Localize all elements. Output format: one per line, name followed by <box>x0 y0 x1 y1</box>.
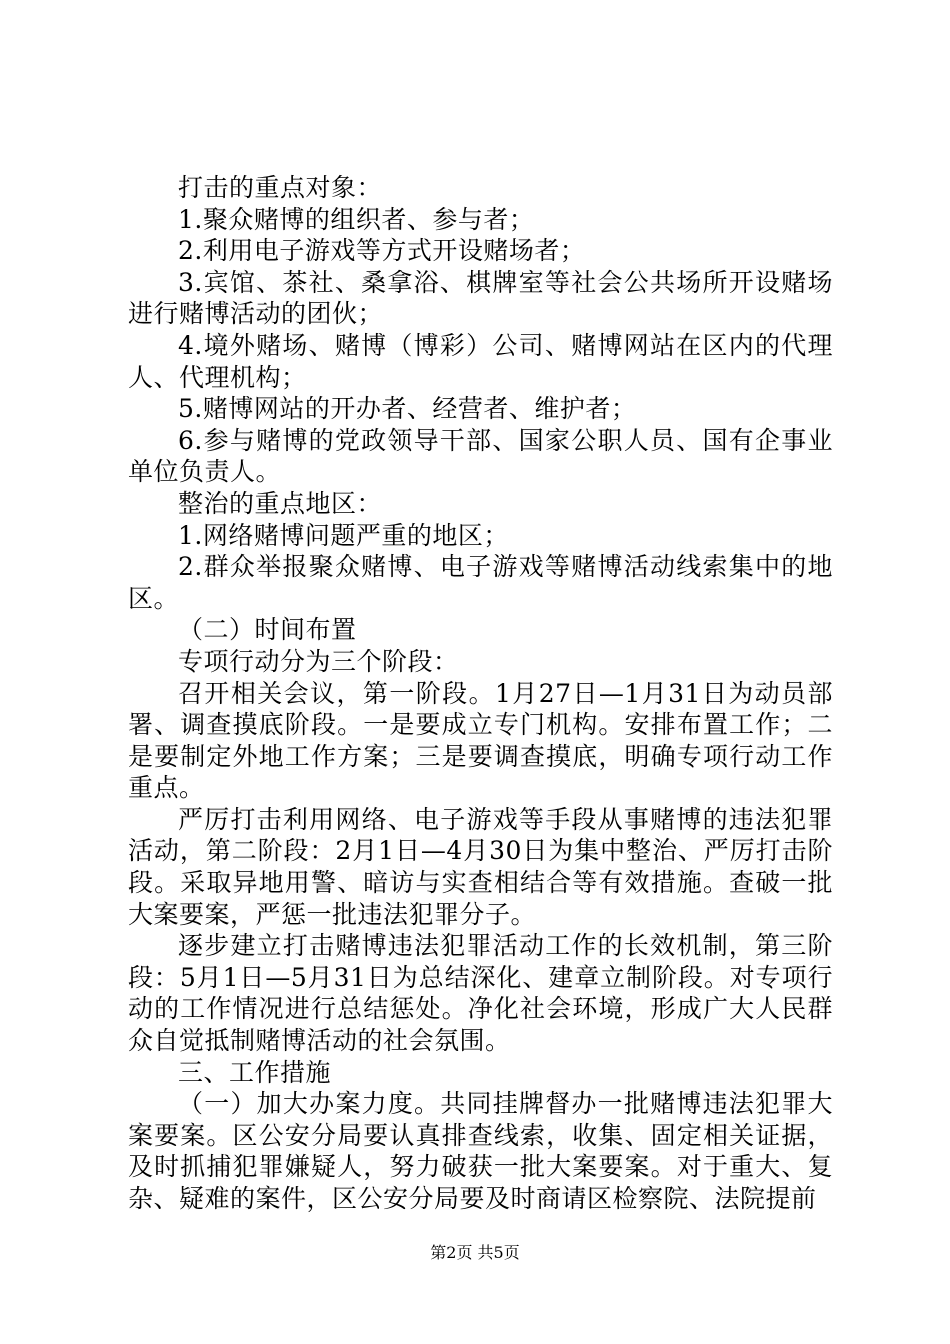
paragraph-stage-1: 召开相关会议，第一阶段。1月27日—1月31日为动员部署、调查摸底阶段。一是要成立专门机构。安排布置工作；二是要制定外地工作方案；三是要调查摸底，明确专项行动工作重点。 <box>128 678 833 803</box>
paragraph-area-2: 2.群众举报聚众赌博、电子游戏等赌博活动线索集中的地区。 <box>128 552 833 613</box>
paragraph-stage-3: 逐步建立打击赌博违法犯罪活动工作的长效机制，第三阶段：5月1日—5月31日为总结深化、建章立制阶段。对专项行动的工作情况进行总结惩处。净化社会环境，形成广大人民群众自觉抵制赌博活动的社会氛围。 <box>128 931 833 1056</box>
paragraph-target-4: 4.境外赌场、赌博（博彩）公司、赌博网站在区内的代理人、代理机构； <box>128 330 833 392</box>
section-heading-measures: 三、工作措施 <box>178 1057 332 1087</box>
paragraph-target-6: 6.参与赌博的党政领导干部、国家公职人员、国有企事业单位负责人。 <box>128 425 833 487</box>
paragraph-area-1: 1.网络赌博问题严重的地区； <box>178 520 509 550</box>
document-body <box>128 172 833 1215</box>
paragraph-target-1: 1.聚众赌博的组织者、参与者； <box>178 204 535 234</box>
paragraph-target-5: 5.赌博网站的开办者、经营者、维护者； <box>178 394 637 424</box>
page-footer <box>0 1243 950 1263</box>
paragraph-target-2: 2.利用电子游戏等方式开设赌场者； <box>178 236 586 266</box>
page-number: 第2页 共5页 <box>430 1243 520 1262</box>
paragraph-key-targets-heading: 打击的重点对象： <box>178 173 383 202</box>
paragraph-key-areas-heading: 整治的重点地区： <box>178 488 383 518</box>
section-heading-schedule: （二）时间布置 <box>178 615 357 645</box>
paragraph-stage-2: 严厉打击利用网络、电子游戏等手段从事赌博的违法犯罪活动，第二阶段：2月1日—4月30日为集中整治、严厉打击阶段。采取异地用警、暗访与实查相结合等有效措施。查破一批大案要案，严惩一批违法犯罪分子。 <box>128 804 833 929</box>
paragraph-measure-1: （一）加大办案力度。共同挂牌督办一批赌博违法犯罪大案要案。区公安分局要认真排查线索，收集、固定相关证据，及时抓捕犯罪嫌疑人，努力破获一批大案要案。对于重大、复杂、疑难的案件，区公安分局要及时商请区检察院、法院提前 <box>128 1089 833 1213</box>
paragraph-three-stages: 专项行动分为三个阶段： <box>178 646 459 676</box>
paragraph-target-3: 3.宾馆、茶社、桑拿浴、棋牌室等社会公共场所开设赌场进行赌博活动的团伙； <box>128 267 833 329</box>
